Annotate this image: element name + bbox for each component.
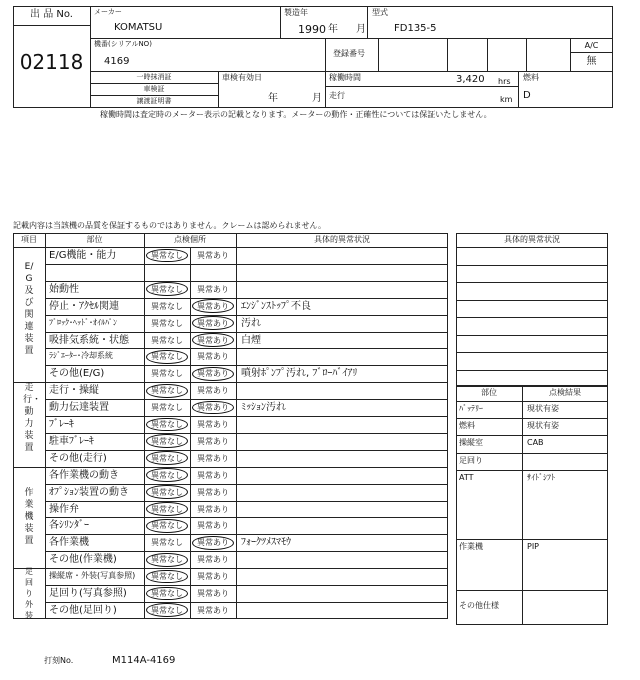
- row-line: [45, 551, 448, 552]
- row-line: [45, 348, 448, 349]
- stamp-label: 打刻No.: [44, 656, 74, 665]
- row-part-label: 動力伝達装置: [49, 402, 109, 414]
- serial-divider: [325, 38, 326, 71]
- detail-row-line: [456, 352, 608, 353]
- option-normal[interactable]: 異常なし: [151, 521, 183, 531]
- col-line-detail: [236, 233, 237, 619]
- row-part-label: 始動性: [49, 283, 79, 295]
- option-abnormal[interactable]: 異常あり: [197, 352, 229, 362]
- expiry-year-unit: 年: [268, 93, 278, 104]
- option-abnormal[interactable]: 異常あり: [197, 420, 229, 429]
- lot-label-line: [13, 25, 90, 26]
- year-label: 製造年: [284, 8, 308, 17]
- result-head-result: 点検結果: [549, 388, 581, 397]
- option-normal[interactable]: 異常なし: [151, 436, 183, 446]
- row-line: [45, 534, 448, 535]
- option-normal[interactable]: 異常なし: [151, 386, 183, 396]
- result-row-line: [456, 470, 608, 471]
- row-part-label: 吸排気系統・状態: [49, 334, 129, 346]
- option-abnormal[interactable]: 異常あり: [197, 504, 229, 514]
- option-normal[interactable]: 異常なし: [151, 301, 183, 311]
- reg-divider-3: [487, 38, 488, 71]
- option-normal[interactable]: 異常なし: [151, 369, 183, 379]
- detail-title: 具体的異常状況: [504, 235, 560, 244]
- result-part: ATT: [459, 472, 474, 482]
- serial-value: 4169: [104, 56, 130, 67]
- option-abnormal[interactable]: 異常あり: [197, 572, 229, 582]
- option-normal[interactable]: 異常なし: [151, 470, 183, 480]
- row-line: [45, 433, 448, 434]
- result-head-part: 部位: [481, 388, 497, 397]
- option-normal[interactable]: 異常なし: [151, 251, 183, 260]
- circle-mark: [146, 519, 188, 533]
- row-part-label: 駐車ﾌﾞﾚｰｷ: [49, 435, 94, 447]
- option-abnormal[interactable]: 異常あり: [197, 487, 229, 497]
- cert-line-1: [90, 83, 218, 84]
- row-line: [45, 416, 448, 417]
- stamp-value: M114A-4169: [112, 655, 176, 666]
- circle-mark: [192, 367, 234, 381]
- detail-frame: [456, 233, 608, 387]
- circle-mark: [146, 468, 188, 482]
- reg-label: 登録番号: [333, 49, 365, 58]
- maker-value: KOMATSU: [114, 22, 163, 33]
- circle-mark: [192, 333, 234, 347]
- row-part-label: その他(E/G): [49, 368, 105, 380]
- row-part-label: 各作業機: [49, 537, 89, 549]
- fuel-value: D: [523, 90, 531, 101]
- maker-divider: [280, 6, 281, 38]
- header-row-line-2: [90, 71, 613, 72]
- header-row-line-1: [90, 38, 613, 39]
- row-detail: ｴﾝｼﾞﾝｽﾄｯﾌﾟ不良: [241, 300, 311, 312]
- lot-label: 出 品 No.: [30, 9, 73, 20]
- option-normal[interactable]: 異常なし: [151, 572, 183, 582]
- reg-divider-1: [378, 38, 379, 71]
- result-row-line: [456, 435, 608, 436]
- row-part-label: E/G機能・能力: [49, 250, 117, 261]
- col-head-check: 点検個所: [174, 235, 206, 244]
- group-title: 作業機装置: [24, 488, 34, 547]
- lot-number: 02118: [19, 50, 84, 74]
- serial-label: 機番(シリアルNO): [94, 40, 152, 48]
- option-normal[interactable]: 異常なし: [151, 335, 183, 345]
- option-normal[interactable]: 異常なし: [151, 403, 183, 413]
- option-normal[interactable]: 異常なし: [151, 487, 183, 497]
- row-line: [45, 399, 448, 400]
- option-normal[interactable]: 異常なし: [151, 504, 183, 514]
- option-normal[interactable]: 異常なし: [151, 352, 183, 362]
- inspect-cert-label: 車検証: [143, 85, 165, 93]
- detail-row-line: [456, 370, 608, 371]
- row-part-label: ﾌﾞﾚｰｷ: [49, 419, 74, 430]
- travel-label: 走行: [329, 91, 345, 100]
- result-row-line: [456, 453, 608, 454]
- result-value: ｻｲﾄﾞｼﾌﾄ: [527, 472, 555, 482]
- result-row-line: [456, 590, 608, 591]
- row-line: [13, 382, 448, 383]
- detail-row-line: [456, 317, 608, 318]
- group-title: 走行・動力装置: [23, 383, 42, 454]
- option-abnormal[interactable]: 異常あり: [197, 369, 229, 379]
- fuel-divider: [518, 71, 519, 108]
- result-part: 操縦室: [459, 438, 483, 448]
- col-head-part: 部位: [86, 235, 103, 244]
- row-part-label: 各ｼﾘﾝﾀﾞｰ: [49, 520, 89, 532]
- row-line: [45, 264, 448, 265]
- option-abnormal[interactable]: 異常あり: [197, 386, 229, 396]
- circle-mark: [146, 350, 188, 364]
- row-part-label: その他(足回り): [49, 604, 117, 616]
- result-part: 燃料: [459, 421, 475, 431]
- row-line: [45, 501, 448, 502]
- group-title: 足回り外装: [25, 566, 33, 620]
- option-normal[interactable]: 異常なし: [151, 589, 183, 598]
- row-part-label: その他(走行): [49, 452, 107, 464]
- result-value: PIP: [527, 541, 540, 551]
- circle-mark: [192, 536, 234, 550]
- expiry-divider: [325, 71, 326, 108]
- row-detail: 汚れ: [241, 317, 261, 329]
- row-part-label: その他(作業機): [49, 554, 117, 566]
- result-value: CAB: [527, 438, 544, 448]
- row-part-label: 各作業機の動き: [49, 469, 119, 481]
- ac-line: [570, 52, 613, 53]
- row-detail: 噴射ﾎﾟﾝﾌﾟ汚れ, ﾌﾞﾛｰﾊﾞｲｱﾘ: [241, 368, 358, 380]
- year-value: 1990: [298, 23, 326, 36]
- reg-divider-4: [526, 38, 527, 71]
- table-head-line: [13, 247, 448, 248]
- row-part-label: ｵﾌﾟｼｮﾝ装置の動き: [49, 486, 129, 498]
- result-part: その他仕様: [459, 601, 499, 611]
- option-abnormal[interactable]: 異常あり: [197, 555, 229, 565]
- option-normal[interactable]: 異常なし: [151, 284, 183, 294]
- ac-label: A/C: [584, 41, 599, 50]
- hours-value: 3,420: [456, 74, 485, 85]
- quality-note: 記載内容は当該機の品質を保証するものではありません。クレームは認められません。: [13, 221, 326, 230]
- hours-unit: hrs: [498, 77, 511, 86]
- row-part-label: 足回り(写真参照): [49, 588, 127, 599]
- month-unit: 月: [356, 24, 366, 35]
- row-line: [45, 332, 448, 333]
- option-abnormal[interactable]: 異常あり: [197, 589, 229, 598]
- detail-row-line: [456, 282, 608, 283]
- option-abnormal[interactable]: 異常あり: [197, 318, 229, 328]
- detail-row-line: [456, 247, 608, 248]
- model-label: 型式: [372, 8, 388, 17]
- option-normal[interactable]: 異常なし: [151, 605, 183, 615]
- row-part-label: 操縦席・外装(写真参照): [49, 571, 136, 581]
- row-line: [45, 602, 448, 603]
- row-line: [45, 517, 448, 518]
- result-row-line: [456, 539, 608, 540]
- option-abnormal[interactable]: 異常あり: [197, 251, 229, 260]
- travel-unit: km: [500, 95, 513, 104]
- fuel-label: 燃料: [523, 73, 539, 82]
- year-unit: 年: [328, 24, 338, 35]
- option-abnormal[interactable]: 異常あり: [197, 538, 229, 548]
- result-head-line: [456, 401, 608, 402]
- option-abnormal[interactable]: 異常あり: [197, 521, 229, 531]
- hours-travel-line: [325, 86, 518, 87]
- result-part: ﾊﾞｯﾃﾘｰ: [459, 404, 483, 413]
- group-title: E/G及び関連装置: [24, 261, 34, 356]
- row-line: [45, 365, 448, 366]
- row-line: [45, 585, 448, 586]
- result-row-line: [456, 418, 608, 419]
- model-value: FD135-5: [394, 23, 437, 34]
- hours-note: 稼働時間は査定時のメーター表示の記載となります。メーターの動作・正確性については保証いたしません。: [100, 110, 492, 119]
- row-line: [45, 298, 448, 299]
- option-normal[interactable]: 異常なし: [151, 538, 183, 548]
- option-abnormal[interactable]: 異常あり: [197, 436, 229, 446]
- maker-label: メーカー: [94, 8, 122, 16]
- circle-mark: [146, 502, 188, 516]
- option-abnormal[interactable]: 異常あり: [197, 605, 229, 615]
- row-detail: ﾌｫｰｸﾂﾒｽﾏﾓｳ: [241, 537, 291, 549]
- col-head-detail: 具体的異常状況: [314, 235, 370, 244]
- option-normal[interactable]: 異常なし: [151, 420, 183, 429]
- reg-divider-2: [447, 38, 448, 71]
- expiry-month-unit: 月: [312, 93, 322, 104]
- row-line: [13, 568, 448, 569]
- row-part-label: ﾗｼﾞｴｰﾀｰ･冷却系統: [49, 351, 113, 361]
- result-part: 作業機: [459, 541, 483, 551]
- circle-mark: [146, 553, 188, 567]
- option-normal[interactable]: 異常なし: [151, 453, 183, 463]
- result-value: 現状有姿: [527, 404, 559, 413]
- option-abnormal[interactable]: 異常あり: [197, 284, 229, 294]
- row-part-label: 走行・操縦: [49, 385, 99, 397]
- option-abnormal[interactable]: 異常あり: [197, 403, 229, 413]
- detail-row-line: [456, 335, 608, 336]
- cert-divider: [218, 71, 219, 108]
- row-part-label: ﾌﾞﾛｯｸ･ﾍｯﾄﾞ･ｵｲﾙﾊﾟﾝ: [49, 317, 117, 327]
- row-part-label: 操作弁: [49, 503, 79, 515]
- row-detail: ﾐｯｼｮﾝ汚れ: [241, 402, 286, 414]
- cert-line-2: [90, 95, 218, 96]
- temp-reg-label: 一時抹消証: [136, 73, 172, 81]
- detail-row-line: [456, 300, 608, 301]
- result-part: 足回り: [459, 455, 483, 465]
- circle-mark: [192, 299, 234, 313]
- option-normal[interactable]: 異常なし: [151, 318, 183, 328]
- row-line: [13, 467, 448, 468]
- result-col-line: [522, 385, 523, 625]
- row-line: [45, 484, 448, 485]
- circle-mark: [146, 485, 188, 499]
- row-line: [45, 450, 448, 451]
- transfer-cert-label: 譲渡証明書: [136, 97, 172, 105]
- circle-mark: [192, 316, 234, 330]
- ac-value: 無: [586, 56, 597, 67]
- row-detail: 白煙: [241, 334, 261, 346]
- detail-row-line: [456, 265, 608, 266]
- col-head-item: 項目: [21, 235, 37, 244]
- year-divider: [367, 6, 368, 38]
- option-abnormal[interactable]: 異常あり: [197, 335, 229, 345]
- option-abnormal[interactable]: 異常あり: [197, 453, 229, 463]
- option-normal[interactable]: 異常なし: [151, 555, 183, 565]
- option-abnormal[interactable]: 異常あり: [197, 301, 229, 311]
- result-value: 現状有姿: [527, 421, 559, 431]
- row-part-label: 停止・ｱｸｾﾙ関連: [49, 300, 119, 312]
- col-line-part: [45, 233, 46, 619]
- row-line: [45, 315, 448, 316]
- hours-label: 稼働時間: [329, 73, 361, 82]
- circle-mark: [146, 384, 188, 398]
- row-line: [45, 281, 448, 282]
- option-abnormal[interactable]: 異常あり: [197, 470, 229, 480]
- expiry-label: 車検有効日: [222, 73, 262, 82]
